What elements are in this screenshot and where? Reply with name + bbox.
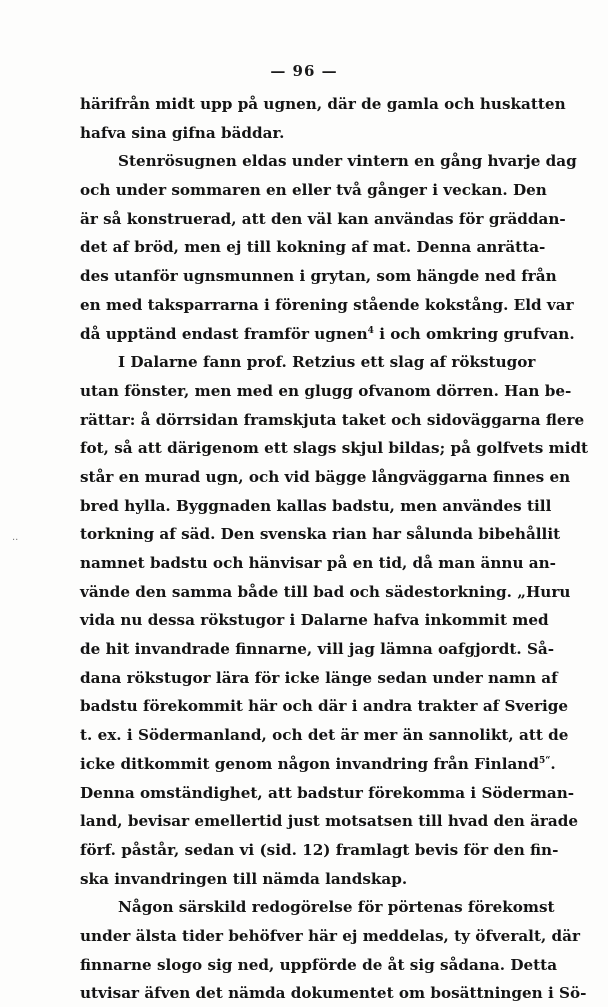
text-line: är så konstruerad, att den väl kan användas för gräddan- — [80, 209, 566, 228]
text-line: vida nu dessa rökstugor i Dalarne hafva inkommit med — [80, 611, 549, 630]
text-line: härifrån midt upp på ugnen, där de gamla och huskatten — [80, 95, 566, 113]
text-line: under älsta tider behöfver här ej meddelas, ty öfveralt, där — [80, 926, 581, 945]
text-line: des utanför ugnsmunnen i grytan, som hängde ned från — [80, 267, 557, 286]
text-line: namnet badstu och hänvisar på en tid, då man ännu an- — [80, 554, 556, 572]
line-text: då upptänd endast framför ugnen — [80, 324, 368, 343]
text-line: de hit invandrade finnarne, vill jag lämna oafgjordt. Så- — [80, 640, 555, 659]
text-line: utvisar äfven det nämda dokumentet om bosättningen i Sö- — [80, 984, 587, 1003]
margin-mark: ·· — [12, 535, 19, 546]
text-line: bred hylla. Byggnaden kallas badstu, men användes till — [80, 496, 552, 515]
text-line: förf. påstår, sedan vi (sid. 12) framlagt bevis för den fin- — [80, 840, 559, 859]
text-line: och under sommaren en eller två gånger i veckan. Den — [80, 181, 547, 200]
body-text — [80, 90, 589, 1008]
footnote-ref: 4 — [367, 325, 374, 336]
line-text: i och omkring grufvan. — [373, 324, 575, 343]
text-line: det af bröd, men ej till kokning af mat. Denna anrätta- — [80, 238, 546, 257]
text-line: torkning af säd. Den svenska rian har sålunda bibehållit — [80, 525, 561, 544]
text-line: Stenrösugnen eldas under vintern en gång hvarje dag — [118, 152, 577, 171]
text-line — [80, 320, 575, 349]
text-line: ska invandringen till nämda landskap. — [80, 869, 408, 888]
line-text: . — [550, 754, 556, 773]
text-line: en med taksparrarna i förening stående kokstång. Eld var — [80, 295, 574, 314]
text-line: vände den samma både till bad och sädestorkning. „Huru — [80, 582, 571, 601]
text-line: rättar: å dörrsidan framskjuta taket och sidoväggarna flere — [80, 410, 585, 429]
text-line: står en murad ugn, och vid bägge långväggarna finnes en — [80, 467, 571, 486]
text-line: I Dalarne fann prof. Retzius ett slag af rökstugor — [118, 353, 536, 372]
text-line: hafva sina gifna bäddar. — [80, 123, 285, 142]
line-text: icke ditkommit genom någon invandring från Finland — [80, 754, 539, 773]
footnote-ref: 5“ — [538, 755, 551, 766]
text-line: fot, så att därigenom ett slags skjul bildas; på golfvets midt — [80, 439, 589, 458]
text-line: land, bevisar emellertid just motsatsen till hvad den ärade — [80, 812, 579, 831]
text-line: utan fönster, men med en glugg ofvanom dörren. Han be- — [80, 381, 572, 400]
text-line: t. ex. i Södermanland, och det är mer än sannolikt, att de — [80, 726, 569, 745]
text-line: Någon särskild redogörelse för pörtenas förekomst — [118, 898, 555, 917]
text-line: badstu förekommit här och där i andra trakter af Sverige — [80, 697, 569, 716]
text-line: finnarne slogo sig ned, uppförde de åt sig sådana. Detta — [80, 955, 558, 974]
text-line — [80, 750, 556, 779]
text-line: dana rökstugor lära för icke länge sedan under namn af — [80, 668, 558, 687]
text-line: Denna omständighet, att badstur förekomma i Söderman- — [80, 783, 575, 802]
page-number: — 96 — — [270, 62, 338, 80]
